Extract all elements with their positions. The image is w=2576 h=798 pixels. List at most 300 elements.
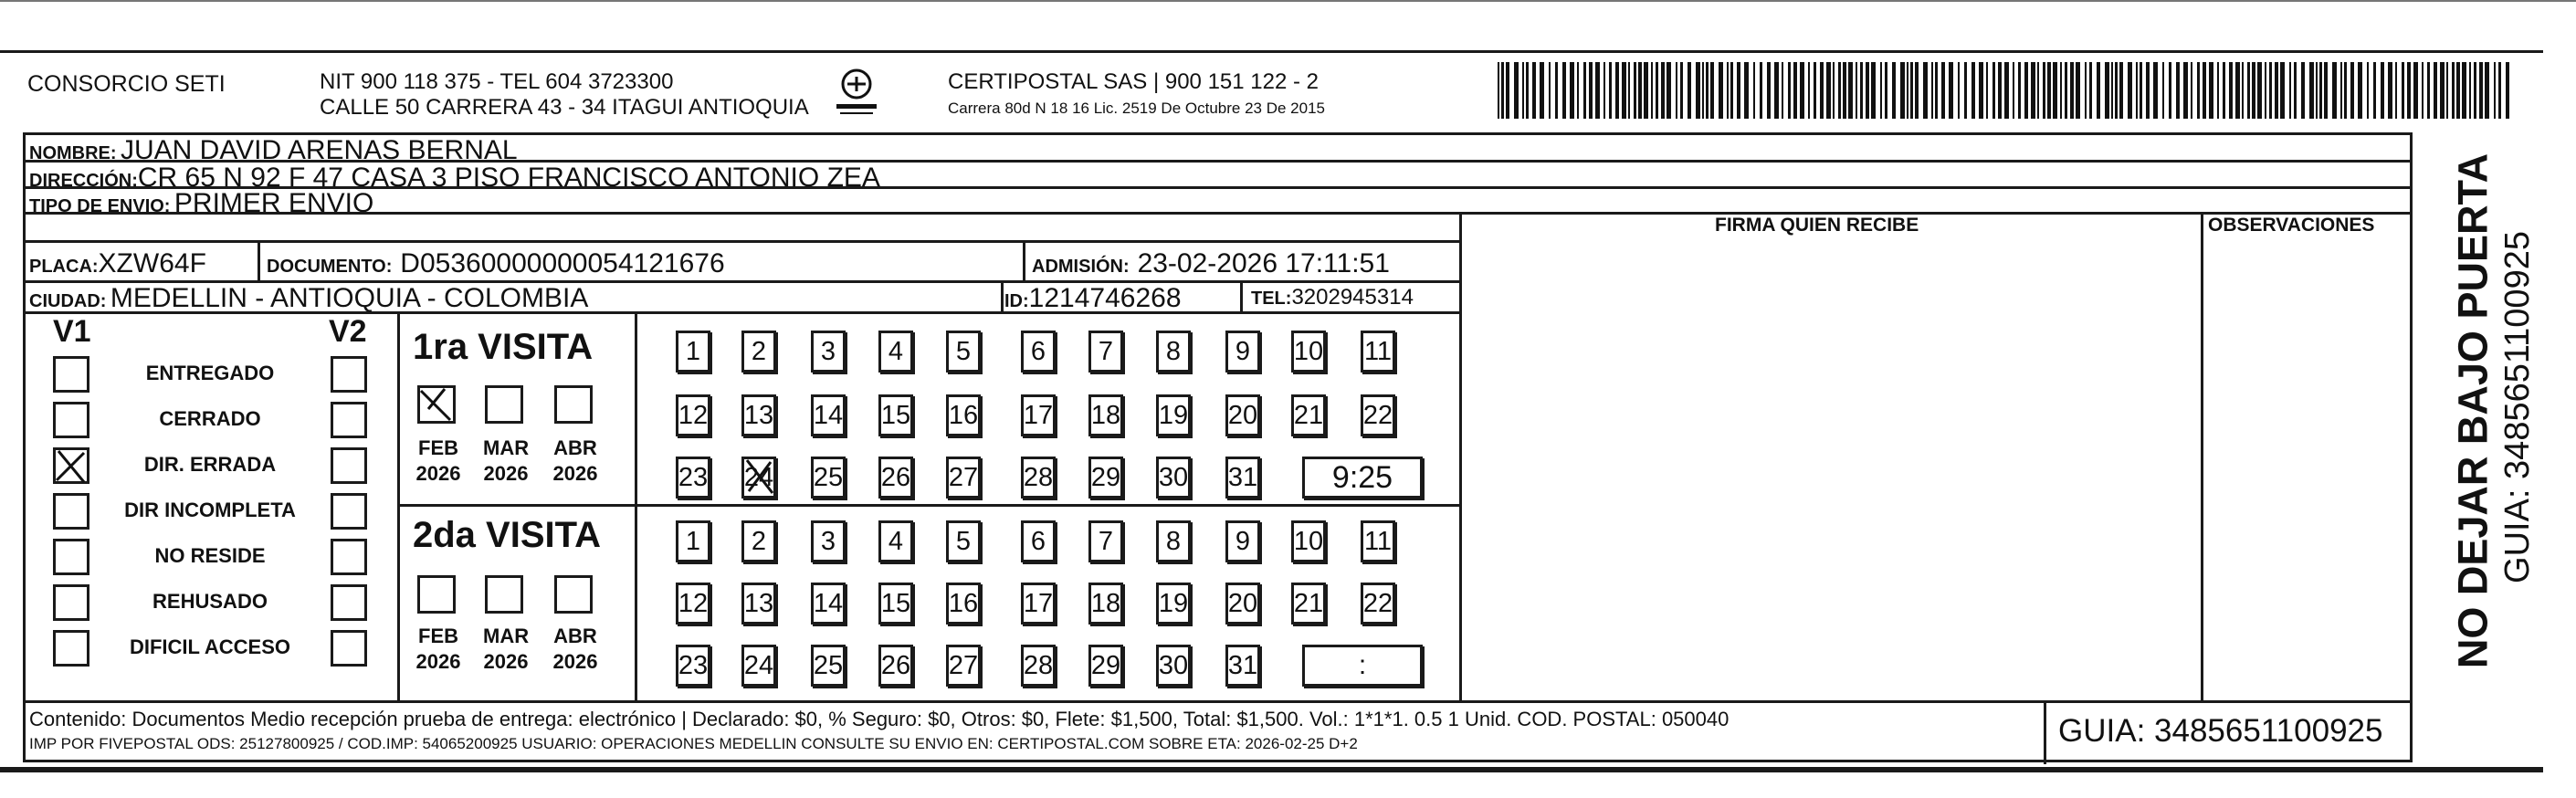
day-box[interactable] xyxy=(878,457,913,499)
day-box[interactable] xyxy=(741,457,776,499)
day-number: 27 xyxy=(948,650,979,680)
ciudad-cell xyxy=(29,285,588,312)
day-number: 8 xyxy=(1165,526,1182,556)
nombre-value: JUAN DAVID ARENAS BERNAL xyxy=(121,135,518,165)
bottom-border xyxy=(0,767,2543,772)
month-label: FEB xyxy=(418,436,458,459)
day-number: 7 xyxy=(1098,526,1114,556)
barcode-bar xyxy=(2344,62,2347,119)
day-number: 29 xyxy=(1090,462,1121,492)
barcode-bar xyxy=(1998,62,2002,119)
v2-checkbox[interactable] xyxy=(331,356,367,393)
barcode-bar xyxy=(1833,62,1835,119)
day-number: 4 xyxy=(888,336,904,366)
day-box[interactable] xyxy=(741,645,776,687)
barcode-bar xyxy=(1577,62,1579,119)
barcode-bar xyxy=(2128,62,2132,119)
barcode-bar xyxy=(1696,62,1700,119)
day-number: 21 xyxy=(1293,400,1324,430)
year-label: 2026 xyxy=(552,650,598,673)
day-box[interactable] xyxy=(1291,520,1326,562)
barcode-bar xyxy=(2217,62,2219,119)
direccion-label: DIRECCIÓN: xyxy=(29,171,138,191)
barcode-bar xyxy=(2097,62,2100,119)
barcode-bar xyxy=(2367,62,2369,119)
day-number: 22 xyxy=(1362,588,1393,618)
barcode-bar xyxy=(1788,62,1791,119)
ciudad-value: MEDELLIN - ANTIOQUIA - COLOMBIA xyxy=(110,283,589,313)
day-number: 6 xyxy=(1030,526,1046,556)
day-number: 25 xyxy=(813,462,844,492)
barcode-bar xyxy=(2153,62,2158,119)
contenido-line: Contenido: Documentos Medio recepción prueba de entrega: electrónico | Declarado: $0, % Seguro: $0, Otros: $0, Flete: $1,500, Total: $1,500. Vol.: 1*1*1. 0.5 1 Unid. COD. POSTAL: 050040 xyxy=(29,708,1730,730)
day-number: 11 xyxy=(1363,336,1393,366)
day-box[interactable] xyxy=(1021,394,1056,436)
day-box[interactable] xyxy=(1156,331,1191,373)
barcode-bar xyxy=(2105,62,2109,119)
day-box[interactable] xyxy=(676,331,710,373)
day-box[interactable] xyxy=(811,331,846,373)
day-box[interactable] xyxy=(1225,394,1260,436)
side-guia: GUIA: 3485651100925 xyxy=(2498,231,2537,583)
day-number: 23 xyxy=(678,650,709,680)
day-box[interactable] xyxy=(1088,583,1123,625)
barcode-bar xyxy=(2065,62,2067,119)
day-number: 25 xyxy=(813,650,844,680)
barcode-bar xyxy=(2043,62,2045,119)
day-box[interactable] xyxy=(1291,394,1326,436)
day-number: 22 xyxy=(1362,400,1393,430)
day-box[interactable] xyxy=(1156,394,1191,436)
day-box[interactable] xyxy=(946,457,981,499)
month-label: FEB xyxy=(418,625,458,647)
barcode-bar xyxy=(2446,62,2448,119)
x-mark-icon xyxy=(741,457,778,499)
day-box[interactable] xyxy=(878,520,913,562)
x-mark-icon xyxy=(417,385,456,424)
day-box[interactable] xyxy=(1088,457,1123,499)
barcode-bar xyxy=(1540,62,1544,119)
v2-label: V2 xyxy=(329,314,367,349)
barcode-bar xyxy=(2136,62,2138,119)
barcode-bar xyxy=(2111,62,2113,119)
day-number: 3 xyxy=(820,526,836,556)
side-warning: NO DEJAR BAJO PUERTA xyxy=(2449,152,2497,669)
barcode-bar xyxy=(2427,62,2430,119)
day-box[interactable] xyxy=(878,394,913,436)
barcode-bar xyxy=(1644,62,1648,119)
day-box[interactable] xyxy=(1291,331,1326,373)
day-box[interactable] xyxy=(1088,331,1123,373)
day-box[interactable] xyxy=(811,394,846,436)
direccion-row xyxy=(29,164,880,192)
day-box[interactable] xyxy=(1156,457,1191,499)
certipostal-logo xyxy=(831,66,882,121)
v1-checkbox[interactable] xyxy=(53,584,89,621)
day-number: 28 xyxy=(1023,462,1054,492)
day-box[interactable] xyxy=(1291,583,1326,625)
barcode-bar xyxy=(2119,62,2123,119)
day-number: 2 xyxy=(751,526,767,556)
v1-checkbox[interactable] xyxy=(53,356,89,393)
direccion-value: CR 65 N 92 F 47 CASA 3 PISO FRANCISCO ANTONIO ZEA xyxy=(137,163,880,193)
barcode-bar xyxy=(1958,62,1960,119)
barcode-bar xyxy=(2506,62,2509,119)
day-box[interactable] xyxy=(1156,583,1191,625)
col-line-obs xyxy=(2201,212,2203,702)
barcode-bar xyxy=(1941,62,1945,119)
barcode-bar xyxy=(1609,62,1612,119)
barcode-bar xyxy=(2191,62,2192,119)
barcode-bar xyxy=(2209,62,2213,119)
admision-label: ADMISIÓN: xyxy=(1032,257,1130,277)
months-sep xyxy=(635,311,637,702)
v2-checkbox[interactable] xyxy=(331,584,367,621)
day-box[interactable] xyxy=(1361,520,1395,562)
day-number: 13 xyxy=(743,588,774,618)
firma-header: FIRMA QUIEN RECIBE xyxy=(1715,215,1919,236)
barcode-bar xyxy=(1702,62,1704,119)
month-checkbox[interactable] xyxy=(417,385,456,424)
documento-cell xyxy=(267,250,725,278)
day-number: 28 xyxy=(1023,650,1054,680)
barcode-bar xyxy=(1808,62,1810,119)
barcode-bar xyxy=(2381,62,2384,119)
v1-checkbox[interactable] xyxy=(53,493,89,530)
barcode-bar xyxy=(1737,62,1740,119)
day-number: 1 xyxy=(685,336,701,366)
visit-divider xyxy=(397,504,1459,507)
barcode-bar xyxy=(1676,62,1677,119)
barcode-bar xyxy=(2053,62,2057,119)
month-label: ABR xyxy=(553,625,597,647)
barcode-bar xyxy=(1661,62,1665,119)
barcode-bar xyxy=(2031,62,2035,119)
day-box[interactable] xyxy=(1088,394,1123,436)
barcode-bar xyxy=(1583,62,1586,119)
barcode-bar xyxy=(1501,62,1504,119)
day-box[interactable] xyxy=(1225,520,1260,562)
month-checkbox[interactable] xyxy=(417,575,456,614)
day-box[interactable] xyxy=(676,394,710,436)
admision-sep xyxy=(1023,240,1025,282)
barcode-bar xyxy=(1615,62,1619,119)
day-number: 31 xyxy=(1227,462,1258,492)
day-box[interactable] xyxy=(1156,520,1191,562)
barcode-bar xyxy=(2203,62,2206,119)
v1-checkbox[interactable] xyxy=(53,447,89,484)
barcode-bar xyxy=(1767,62,1771,119)
barcode-bar xyxy=(1826,62,1831,119)
barcode-bar xyxy=(2440,62,2445,119)
barcode-bar xyxy=(2085,62,2087,119)
day-box[interactable] xyxy=(741,583,776,625)
day-box[interactable] xyxy=(676,583,710,625)
v2-checkbox[interactable] xyxy=(331,539,367,575)
day-number: 20 xyxy=(1227,400,1258,430)
day-number: 23 xyxy=(678,462,709,492)
day-number: 2 xyxy=(751,336,767,366)
v1-checkbox[interactable] xyxy=(53,539,89,575)
year-label: 2026 xyxy=(483,462,529,485)
day-box[interactable] xyxy=(878,583,913,625)
day-box[interactable] xyxy=(878,645,913,687)
day-box[interactable] xyxy=(1225,645,1260,687)
day-number: 16 xyxy=(948,588,979,618)
status-label: DIFICIL ACCESO xyxy=(129,635,290,658)
day-box[interactable] xyxy=(741,520,776,562)
x-mark-icon xyxy=(53,447,89,484)
barcode-bar xyxy=(1915,62,1919,119)
day-number: 16 xyxy=(948,400,979,430)
v1-checkbox[interactable] xyxy=(53,402,89,438)
barcode-bar xyxy=(2162,62,2164,119)
day-box[interactable] xyxy=(811,520,846,562)
barcode-bar xyxy=(1949,62,1953,119)
barcode-bar xyxy=(1688,62,1691,119)
day-number: 14 xyxy=(813,588,844,618)
day-box[interactable] xyxy=(676,457,710,499)
documento-label: DOCUMENTO: xyxy=(267,257,393,277)
barcode-bar xyxy=(2324,62,2328,119)
day-number: 5 xyxy=(955,336,972,366)
time-box[interactable] xyxy=(1302,457,1423,499)
v1-checkbox[interactable] xyxy=(53,630,89,667)
day-box[interactable] xyxy=(946,394,981,436)
barcode-bar xyxy=(1514,62,1519,119)
barcode-bar xyxy=(1555,62,1558,119)
v2-checkbox[interactable] xyxy=(331,630,367,667)
barcode-bar xyxy=(2469,62,2471,119)
main-frame xyxy=(23,132,2413,762)
day-box[interactable] xyxy=(1088,520,1123,562)
barcode-bar xyxy=(2089,62,2092,119)
barcode-bar xyxy=(1651,62,1653,119)
barcode-bar xyxy=(1800,62,1804,119)
day-number: 5 xyxy=(955,526,972,556)
day-number: 1 xyxy=(685,526,701,556)
day-number: 24 xyxy=(743,650,774,680)
day-box[interactable] xyxy=(1021,645,1056,687)
day-box[interactable] xyxy=(946,520,981,562)
day-number: 24 xyxy=(743,462,774,492)
day-box[interactable] xyxy=(811,457,846,499)
day-box[interactable] xyxy=(1225,331,1260,373)
day-box[interactable] xyxy=(1225,583,1260,625)
placa-cell xyxy=(29,250,206,278)
barcode-bar xyxy=(1923,62,1928,119)
barcode-bar xyxy=(2434,62,2437,119)
day-box[interactable] xyxy=(1361,331,1395,373)
barcode-bar xyxy=(1753,62,1755,119)
year-label: 2026 xyxy=(483,650,529,673)
barcode-bar xyxy=(1667,62,1671,119)
day-box[interactable] xyxy=(1225,457,1260,499)
guia-sep xyxy=(2044,700,2046,764)
barcode-bar xyxy=(2176,62,2180,119)
barcode-bar xyxy=(1774,62,1779,119)
barcode-bar xyxy=(1793,62,1797,119)
day-number: 26 xyxy=(880,650,911,680)
month-label: MAR xyxy=(483,436,530,459)
nit-line: NIT 900 118 375 - TEL 604 3723300 xyxy=(320,69,674,94)
day-box[interactable] xyxy=(1088,645,1123,687)
col-line-firma xyxy=(1459,212,1462,702)
barcode-bar xyxy=(1931,62,1933,119)
month-checkbox[interactable] xyxy=(554,385,593,424)
barcode-bar xyxy=(2013,62,2014,119)
id-value: 1214746268 xyxy=(1028,283,1182,313)
v2-checkbox[interactable] xyxy=(331,493,367,530)
barcode-bar xyxy=(2301,62,2305,119)
day-box[interactable] xyxy=(1021,331,1056,373)
tel-label: TEL: xyxy=(1251,289,1292,309)
barcode-bar xyxy=(2479,62,2483,119)
day-box[interactable] xyxy=(1361,394,1395,436)
barcode-bar xyxy=(2309,62,2314,119)
barcode-bar xyxy=(2332,62,2337,119)
day-box[interactable] xyxy=(946,583,981,625)
year-label: 2026 xyxy=(415,462,461,485)
barcode-bar xyxy=(2269,62,2272,119)
barcode-bar xyxy=(1719,62,1723,119)
barcode-bar xyxy=(2280,62,2285,119)
barcode-bar xyxy=(2350,62,2354,119)
barcode xyxy=(1498,62,2516,121)
barcode-bar xyxy=(2076,62,2080,119)
month-checkbox[interactable] xyxy=(485,385,523,424)
day-number: 31 xyxy=(1227,650,1258,680)
barcode-bar xyxy=(1979,62,1983,119)
barcode-bar xyxy=(1880,62,1882,119)
barcode-bar xyxy=(2294,62,2297,119)
day-box[interactable] xyxy=(741,331,776,373)
barcode-bar xyxy=(2498,62,2501,119)
barcode-bar xyxy=(1843,62,1846,119)
barcode-bar xyxy=(1814,62,1816,119)
id-label: ID: xyxy=(1004,291,1029,311)
barcode-bar xyxy=(2485,62,2489,119)
day-number: 6 xyxy=(1030,336,1046,366)
day-box[interactable] xyxy=(741,394,776,436)
day-number: 21 xyxy=(1293,588,1324,618)
barcode-bar xyxy=(2024,62,2028,119)
barcode-bar xyxy=(2140,62,2142,119)
status-label: ENTREGADO xyxy=(145,362,275,384)
barcode-bar xyxy=(1595,62,1600,119)
day-number: 9 xyxy=(1235,526,1251,556)
barcode-bar xyxy=(2340,62,2342,119)
barcode-bar xyxy=(2060,62,2062,119)
company-name: CONSORCIO SETI xyxy=(27,71,226,97)
day-box[interactable] xyxy=(676,645,710,687)
barcode-bar xyxy=(2252,62,2255,119)
barcode-bar xyxy=(1986,62,1988,119)
barcode-bar xyxy=(2474,62,2476,119)
barcode-bar xyxy=(2229,62,2233,119)
day-box[interactable] xyxy=(1156,645,1191,687)
barcode-bar xyxy=(2395,62,2397,119)
barcode-bar xyxy=(1964,62,1967,119)
barcode-bar xyxy=(1710,62,1714,119)
day-box[interactable] xyxy=(811,645,846,687)
barcode-bar xyxy=(1760,62,1762,119)
barcode-bar xyxy=(1628,62,1630,119)
certipostal-line: CERTIPOSTAL SAS | 900 151 122 - 2 xyxy=(948,69,1319,94)
day-number: 30 xyxy=(1158,462,1189,492)
barcode-bar xyxy=(1532,62,1536,119)
barcode-bar xyxy=(1820,62,1824,119)
day-number: 8 xyxy=(1165,336,1182,366)
day-box[interactable] xyxy=(878,331,913,373)
barcode-bar xyxy=(2223,62,2225,119)
barcode-bar xyxy=(2169,62,2171,119)
v2-checkbox[interactable] xyxy=(331,447,367,484)
day-box[interactable] xyxy=(811,583,846,625)
tel-cell xyxy=(1251,287,1414,309)
row-line-3 xyxy=(23,212,2413,215)
day-box[interactable] xyxy=(946,645,981,687)
barcode-bar xyxy=(1992,62,1995,119)
placa-value: XZW64F xyxy=(98,248,206,278)
barcode-bar xyxy=(2037,62,2039,119)
day-number: 18 xyxy=(1090,400,1121,430)
barcode-bar xyxy=(2257,62,2262,119)
barcode-bar xyxy=(1892,62,1896,119)
day-box[interactable] xyxy=(946,331,981,373)
barcode-bar xyxy=(2265,62,2266,119)
placa-sep xyxy=(258,240,260,282)
barcode-bar xyxy=(1706,62,1709,119)
barcode-bar xyxy=(1730,62,1733,119)
barcode-bar xyxy=(2373,62,2376,119)
barcode-bar xyxy=(1782,62,1783,119)
id-cell xyxy=(1004,285,1182,312)
barcode-bar xyxy=(1656,62,1658,119)
day-number: 19 xyxy=(1158,588,1189,618)
barcode-bar xyxy=(2146,62,2150,119)
month-label: ABR xyxy=(553,436,597,459)
day-number: 15 xyxy=(880,588,911,618)
barcode-bar xyxy=(1570,62,1574,119)
month-checkbox[interactable] xyxy=(554,575,593,614)
day-number: 14 xyxy=(813,400,844,430)
barcode-bar xyxy=(2413,62,2418,119)
barcode-bar xyxy=(1848,62,1853,119)
day-box[interactable] xyxy=(676,520,710,562)
barcode-bar xyxy=(1860,62,1863,119)
status-label: DIR INCOMPLETA xyxy=(124,499,296,521)
year-label: 2026 xyxy=(415,650,461,673)
day-number: 3 xyxy=(820,336,836,366)
v2-checkbox[interactable] xyxy=(331,402,367,438)
barcode-bar xyxy=(2388,62,2392,119)
status-label: NO RESIDE xyxy=(154,544,266,567)
day-number: 7 xyxy=(1098,336,1114,366)
month-checkbox[interactable] xyxy=(485,575,523,614)
month-label: MAR xyxy=(483,625,530,647)
day-box[interactable] xyxy=(1021,457,1056,499)
day-number: 10 xyxy=(1293,336,1324,366)
day-box[interactable] xyxy=(1021,583,1056,625)
barcode-bar xyxy=(1838,62,1841,119)
day-box[interactable] xyxy=(1361,583,1395,625)
barcode-bar xyxy=(1526,62,1529,119)
barcode-bar xyxy=(1498,62,1499,119)
footer-guia: GUIA: 3485651100925 xyxy=(2058,713,2383,749)
day-box[interactable] xyxy=(1021,520,1056,562)
time-box[interactable] xyxy=(1302,645,1423,687)
